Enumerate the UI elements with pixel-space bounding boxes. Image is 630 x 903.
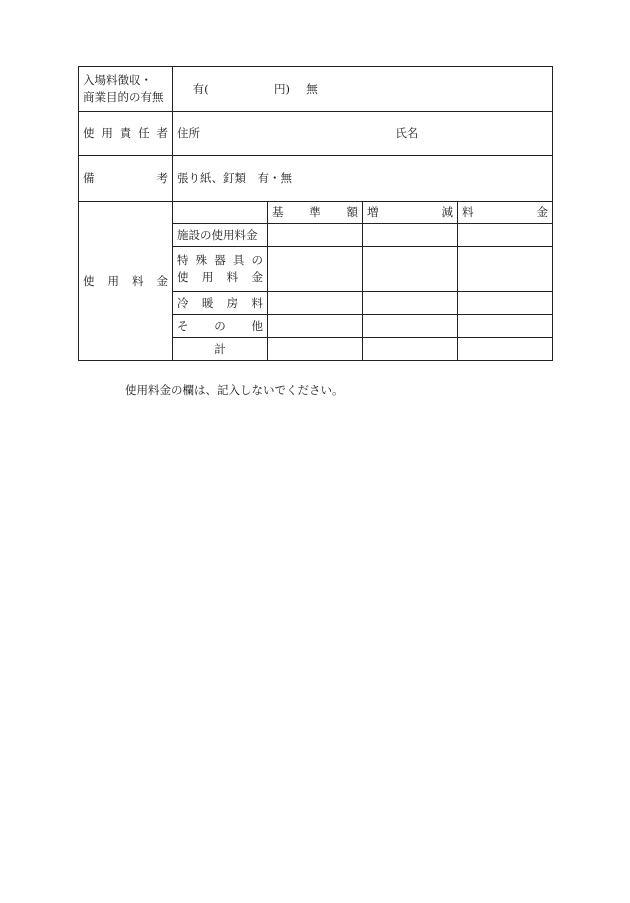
fee-cell-fee[interactable] (458, 224, 553, 247)
remarks-value-cell[interactable] (173, 156, 553, 202)
fee-row-label (173, 315, 268, 338)
fee-row-label (173, 338, 268, 361)
admission-yes-open: 有( (192, 81, 209, 96)
fee-cell-base-amount[interactable] (268, 224, 363, 247)
admission-label-line1: 入場料徴収・ (83, 73, 152, 88)
admission-no: 無 (306, 81, 318, 96)
admission-value-cell[interactable] (173, 67, 553, 112)
admission-label-cell (79, 67, 173, 112)
fee-cell-increase-decrease[interactable] (363, 292, 458, 315)
fee-row-label-char: 冷 (177, 295, 189, 310)
fee-cell-base-amount[interactable] (268, 315, 363, 338)
fee-row-label (173, 247, 268, 292)
column-header-char: 料 (462, 205, 474, 220)
responsible-row (79, 112, 553, 156)
responsible-value-cell[interactable] (173, 112, 553, 156)
fee-cell-fee[interactable] (458, 315, 553, 338)
fees-header-blank (173, 202, 268, 224)
fee-row-label-char: 器 (214, 253, 226, 268)
fees-label-cell (79, 202, 173, 361)
fee-row-label-char: 他 (251, 318, 263, 333)
fee-cell-fee[interactable] (458, 247, 553, 292)
fee-cell-increase-decrease[interactable] (363, 315, 458, 338)
usage-application-table (78, 66, 553, 361)
fees-label-char: 金 (156, 273, 168, 288)
column-header-char: 準 (309, 205, 321, 220)
responsible-label-char: 者 (156, 126, 168, 141)
remarks-label-char: 備 (83, 171, 95, 186)
responsible-label-char: 任 (138, 126, 150, 141)
fee-row-label-char: 使 (177, 270, 189, 284)
fee-cell-fee[interactable] (458, 292, 553, 315)
admission-yen-close: 円) (273, 81, 290, 96)
fee-row-label-char: 殊 (195, 253, 208, 268)
column-header-char: 基 (272, 205, 284, 220)
fee-row-label-char: 房 (226, 295, 239, 310)
fee-row-label-text: 計 (214, 341, 226, 356)
column-header-base-amount (268, 202, 363, 224)
fee-row-label (173, 292, 268, 315)
admission-row (79, 67, 553, 112)
column-header-increase-decrease (363, 202, 458, 224)
remarks-label-cell (79, 156, 173, 202)
fee-cell-base-amount[interactable] (268, 338, 363, 361)
fee-row-label-char: 具 (232, 253, 245, 268)
fee-row-label-char: 金 (251, 270, 263, 284)
fee-row-label-char: 料 (226, 270, 239, 284)
address-label: 住所 (177, 126, 200, 141)
remarks-value: 張り紙、釘類 有・無 (177, 171, 292, 186)
remarks-row (79, 156, 553, 202)
responsible-label-char: 用 (101, 126, 113, 141)
fee-row-label-char: 用 (201, 270, 214, 284)
fee-row-label-char: 料 (251, 295, 263, 310)
fee-cell-increase-decrease[interactable] (363, 338, 458, 361)
responsible-label-cell (79, 112, 173, 156)
fee-instructions-note: 使用料金の欄は、記入しないでください。 (125, 383, 344, 397)
fee-row-label (173, 224, 268, 247)
fee-cell-fee[interactable] (458, 338, 553, 361)
fee-cell-base-amount[interactable] (268, 247, 363, 292)
fee-row-label-char: 特 (177, 253, 189, 268)
fee-row-label-char: の (251, 253, 263, 268)
admission-label-line2: 商業目的の有無 (83, 90, 164, 104)
fee-row-label-text: 施設の使用料金 (177, 227, 258, 242)
fees-label-char: 使 (83, 273, 95, 288)
fee-row-label-char: そ (177, 318, 189, 333)
fee-cell-base-amount[interactable] (268, 292, 363, 315)
column-header-char: 増 (367, 205, 379, 220)
fees-label-char: 料 (132, 273, 144, 288)
fees-header-row (79, 202, 553, 224)
column-header-char: 減 (441, 205, 453, 220)
fee-row-label-char: 暖 (201, 295, 214, 310)
responsible-label-char: 使 (83, 126, 95, 141)
fee-cell-increase-decrease[interactable] (363, 224, 458, 247)
remarks-label-char: 考 (156, 171, 168, 186)
name-label: 氏名 (395, 126, 419, 141)
responsible-label-char: 責 (119, 126, 132, 141)
column-header-fee (458, 202, 553, 224)
fees-label-char: 用 (107, 273, 119, 288)
column-header-char: 額 (346, 205, 358, 220)
column-header-char: 金 (536, 205, 549, 220)
fee-cell-increase-decrease[interactable] (363, 247, 458, 292)
fee-row-label-char: の (214, 318, 226, 333)
